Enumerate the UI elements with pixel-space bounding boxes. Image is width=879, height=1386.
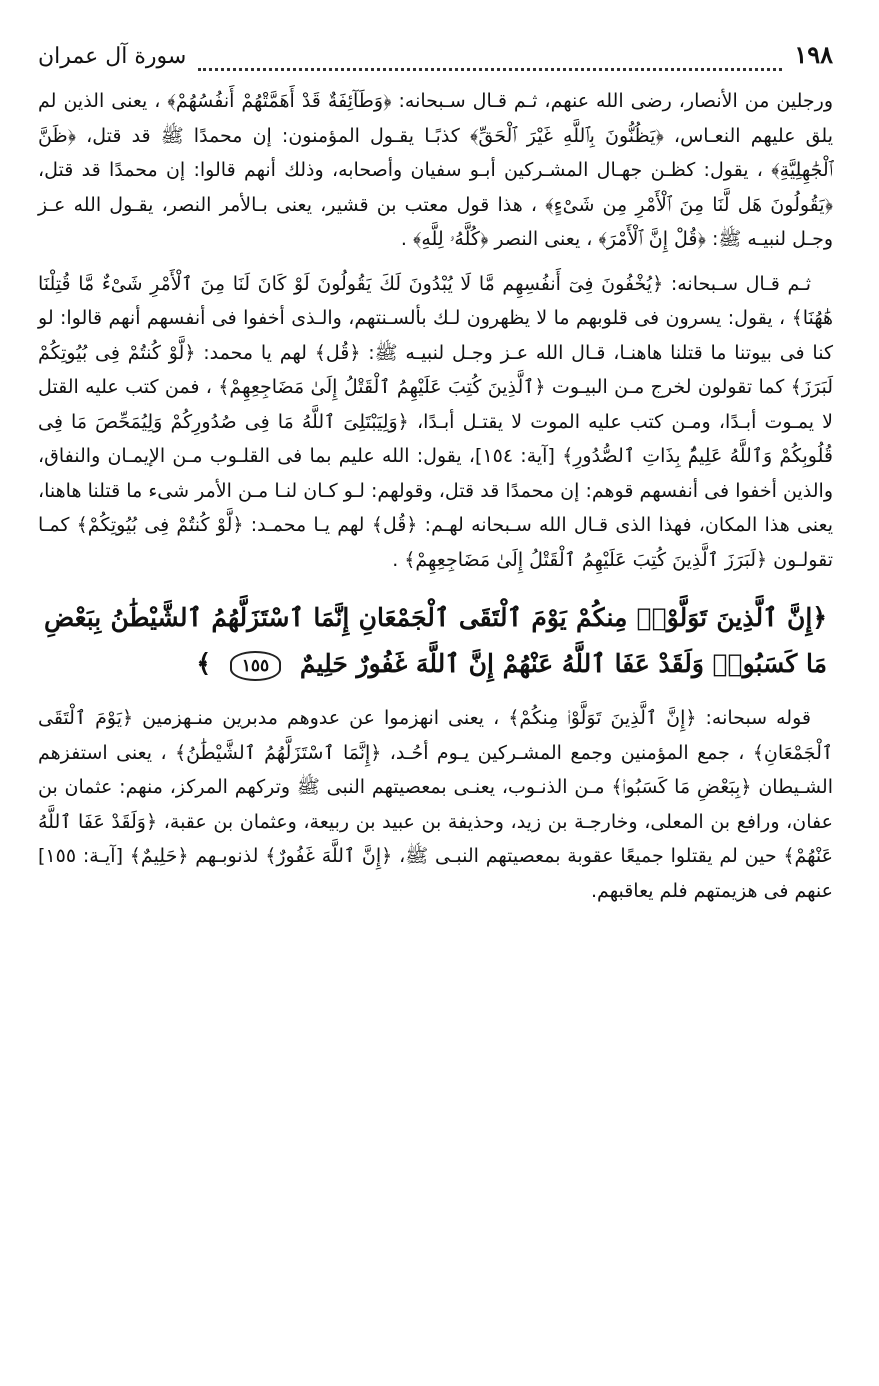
surah-title: سورة آل عمران (38, 44, 187, 69)
page-number: ١٩٨ (794, 40, 833, 69)
verse-close-bracket: ﴾ (196, 649, 212, 678)
commentary-paragraph: قوله سبحانه: ﴿إِنَّ ٱلَّذِينَ تَوَلَّوْا۟ مِنكُمْ﴾ ، يعنى انهزموا عن عدوهم مدبرين منـهزمين ﴿يَوْمَ ٱلْتَقَى ٱلْجَمْعَانِ﴾ ، جمع المؤمنين وجمع المشـركين يـوم أحُـد، ﴿إِنَّمَا ٱسْتَزَلَّهُمُ ٱلشَّيْطَٰنُ﴾ ، يعنى استفزهم الشـيطان ﴿بِبَعْضِ مَا كَسَبُوا۟﴾ مـن الذنـوب، يعنـى بمعصيتهم النبى ﷺ وتركهم المركز، منهم: عثمان بن عفان، ورافع بن المعلى، وخارجـة بن زيد، وحذيفة بن عبيد بن ربيعة، وعثمان بن عقبة، ﴿وَلَقَدْ عَفَا ٱللَّهُ عَنْهُمْ﴾ حين لم يقتلوا جميعًا عقوبة بمعصيتهم النبـى ﷺ، ﴿إِنَّ ٱللَّهَ غَفُورٌ﴾ لذنوبـهم ﴿حَلِيمٌ﴾ [آيـة: ١٥٥] عنهم فى هزيمتهم فلم يعاقبهم. (38, 707, 833, 902)
page-header (38, 40, 833, 84)
paragraph-1: ورجلين من الأنصار، رضى الله عنهم، ثـم قـال سـبحانه: ﴿وَطَآئِفَةٌ قَدْ أَهَمَّتْهُمْ أَنفُسُهُمْ﴾ ، يعنى الذين لم يلق عليهم النعـاس، ﴿يَظُنُّونَ بِٱللَّهِ غَيْرَ ٱلْحَقِّ﴾ كذبًـا يقـول المؤمنون: إن محمدًا ﷺ قد قتل، ﴿ظَنَّ ٱلْجَٰهِلِيَّةِ﴾ ، يقول: كظـن جهـال المشـركين أبـو سفيان وأصحابه، وذلك أنهم قالوا: إن محمدًا قد قتل، ﴿يَقُولُونَ هَل لَّنَا مِنَ ٱلْأَمْرِ مِن شَىْءٍ﴾ ، هذا قول معتب بن قشير، يعنى بـالأمر النصر، يقـول الله عـز وجـل لنبيـه ﷺ: ﴿قُلْ إِنَّ ٱلْأَمْرَ﴾ ، يعنى النصر ﴿كُلَّهُۥ لِلَّهِ﴾ . (38, 90, 833, 250)
paragraph-2: ثـم قـال سـبحانه: ﴿يُخْفُونَ فِىٓ أَنفُسِهِم مَّا لَا يُبْدُونَ لَكَ يَقُولُونَ لَوْ كَانَ لَنَا مِنَ ٱلْأَمْرِ شَىْءٌ مَّا قُتِلْنَا هَٰهُنَا﴾ ، يقول: يسرون فى قلوبهم ما لا يظهرون لـك بألسـنتهم، والـذى أخفوا فى أنفسهم أنهم قالوا: لو كنا فى بيوتنا ما قتلنا هاهنـا، قـال الله عـز وجـل لنبيـه ﷺ: ﴿قُل﴾ لهم يا محمد: ﴿لَّوْ كُنتُمْ فِى بُيُوتِكُمْ لَبَرَزَ﴾ كما تقولون لخرج مـن البيـوت ﴿ٱلَّذِينَ كُتِبَ عَلَيْهِمُ ٱلْقَتْلُ إِلَىٰ مَضَاجِعِهِمْ﴾ ، فمن كتب عليه القتل لا يمـوت أبـدًا، ومـن كتب عليه الموت لا يقتـل أبـدًا، ﴿وَلِيَبْتَلِىَ ٱللَّهُ مَا فِى صُدُورِكُمْ وَلِيُمَحِّصَ مَا فِى قُلُوبِكُمْ وَٱللَّهُ عَلِيمٌۢ بِذَاتِ ٱلصُّدُورِ﴾ [آية: ١٥٤]، يقول: الله عليم بما فى القلـوب مـن الإيمـان والنفاق، والذين أخفوا فى أنفسهم قوهم: إن محمدًا قد قتل، وقولهم: لـو كـان لنـا مـن الأمر شىء ما قتلنا هاهنا، يعنى هذا المكان، فهذا الذى قـال الله سـبحانه لهـم: ﴿قُل﴾ لهم يـا محمـد: ﴿لَّوْ كُنتُمْ فِى بُيُوتِكُمْ﴾ كمـا تقولـون ﴿لَبَرَزَ ٱلَّذِينَ كُتِبَ عَلَيْهِمُ ٱلْقَتْلُ إِلَىٰ مَضَاجِعِهِمْ﴾ . (38, 272, 833, 571)
verse-number-marker: ١٥٥ (230, 651, 281, 681)
verse-text: ﴿إِنَّ ٱلَّذِينَ تَوَلَّوْا۟ مِنكُمْ يَوْمَ ٱلْتَقَى ٱلْجَمْعَانِ إِنَّمَا ٱسْتَزَلَّهُمُ ٱلشَّيْطَٰنُ بِبَعْضِ مَا كَسَبُوا۟ وَلَقَدْ عَفَا ٱللَّهُ عَنْهُمْ إِنَّ ٱللَّهَ غَفُورٌ حَلِيمٌ (44, 603, 827, 678)
quran-verse (38, 595, 833, 687)
paragraph-gap (38, 257, 833, 267)
header-dotted-leader (198, 54, 782, 71)
